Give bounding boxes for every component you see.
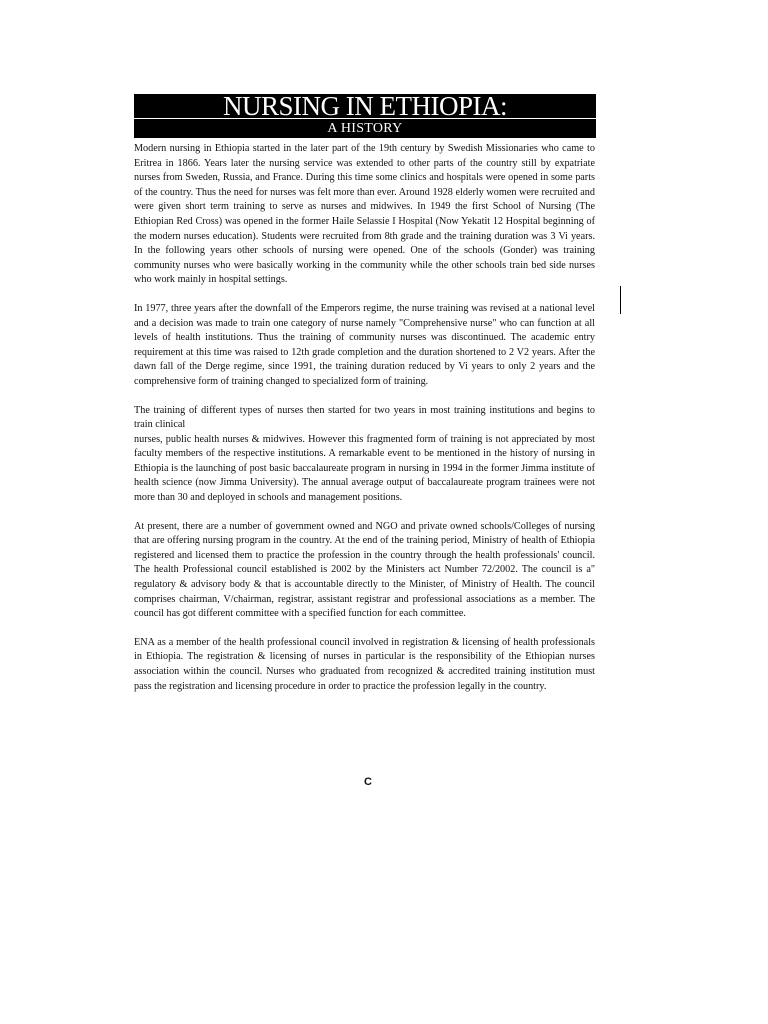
paragraph-early-history: Modern nursing in Ethiopia started in the later part of the 19th century by Swedish Missionaries who came to Eritrea in 1866. Years later the nursing service was extended to other parts of the country still by expatriate nurses from Sweden, Russia, and France. During this time some clinics and hospitals were opened in some parts of the country. Thus the need for nurses was felt more than ever. Around 1928 elderly women were recruited and were given short term training to serve as nurses and midwives. In 1949 the first School of Nursing (The Ethiopian Red Cross) was opened in the former Haile Selassie I Hospital (Now Yekatit 12 Hospital beginning of the modern nurses education). Students were recruited from 8th grade and the training duration was 3 Vi years. In the following years other schools of nursing were opened. One of the schools (Gonder) was training community nurses who were basically working in the community while the other schools train bed side nurses who work mainly in hospital settings. xyxy=(134,143,595,286)
paragraph-fragmented-training: nurses, public health nurses & midwives. However this fragmented form of training is not appreciated by most faculty members of the respective institutions. A remarkable event to be mentioned in the history of nursing in Ethiopia is the launching of post basic baccalaureate program in nursing in 1994 in the former Jimma institute of health science (now Jimma University). The annual average output of baccalaureate program trainees were not more than 30 and deployed in schools and management positions. xyxy=(134,433,595,504)
document-subtitle: A HISTORY xyxy=(134,119,596,138)
page-marker: C xyxy=(364,776,372,788)
paragraph-1977-revision: In 1977, three years after the downfall of the Emperors regime, the nurse training was revised at a national level and a decision was made to train one category of nurse namely "Comprehensive nurse" who can function at all levels of health institutions. Thus the training of community nurses was discontinued. The academic entry requirement at this time was raised to 12th grade completion and the duration shortened to 2 V2 years. After the dawn fall of the Derge regime, since 1991, the training duration reduced by Vi years to only 2 years and the comprehensive form of training changed to specialized form of training. xyxy=(134,302,595,387)
text-cursor-mark xyxy=(620,286,621,314)
paragraph-training-types: The training of different types of nurses then started for two years in most training institutions and begins to train clinical xyxy=(134,404,595,431)
document-body xyxy=(134,142,595,708)
paragraph-present-day: At present, there are a number of government owned and NGO and private owned schools/Colleges of nursing that are offering nursing program in the country. At the end of the training period, Ministry of health of Ethiopia registered and licensed them to practice the profession in the country through the health professionals' council. The health Professional council established is 2002 by the Ministers act Number 72/2002. The council is a" regulatory & advisory body & that is accountable directly to the Minister, of Ministry of Health. The council comprises chairman, V/chairman, registrar, assistant registrar and professional associations as a member. The council has got different committee with a specified function for each committee. xyxy=(134,520,595,620)
paragraph-ena-licensing: ENA as a member of the health professional council involved in registration & licensing of health professionals in Ethiopia. The registration & licensing of nurses in particular is the responsibility of the Ethiopian nurses association within the council. Nurses who graduated from recognized & accredited training institution must pass the registration and licensing procedure in order to practice the profession legally in the country. xyxy=(134,636,595,692)
document-title: NURSING IN ETHIOPIA: xyxy=(134,94,596,118)
